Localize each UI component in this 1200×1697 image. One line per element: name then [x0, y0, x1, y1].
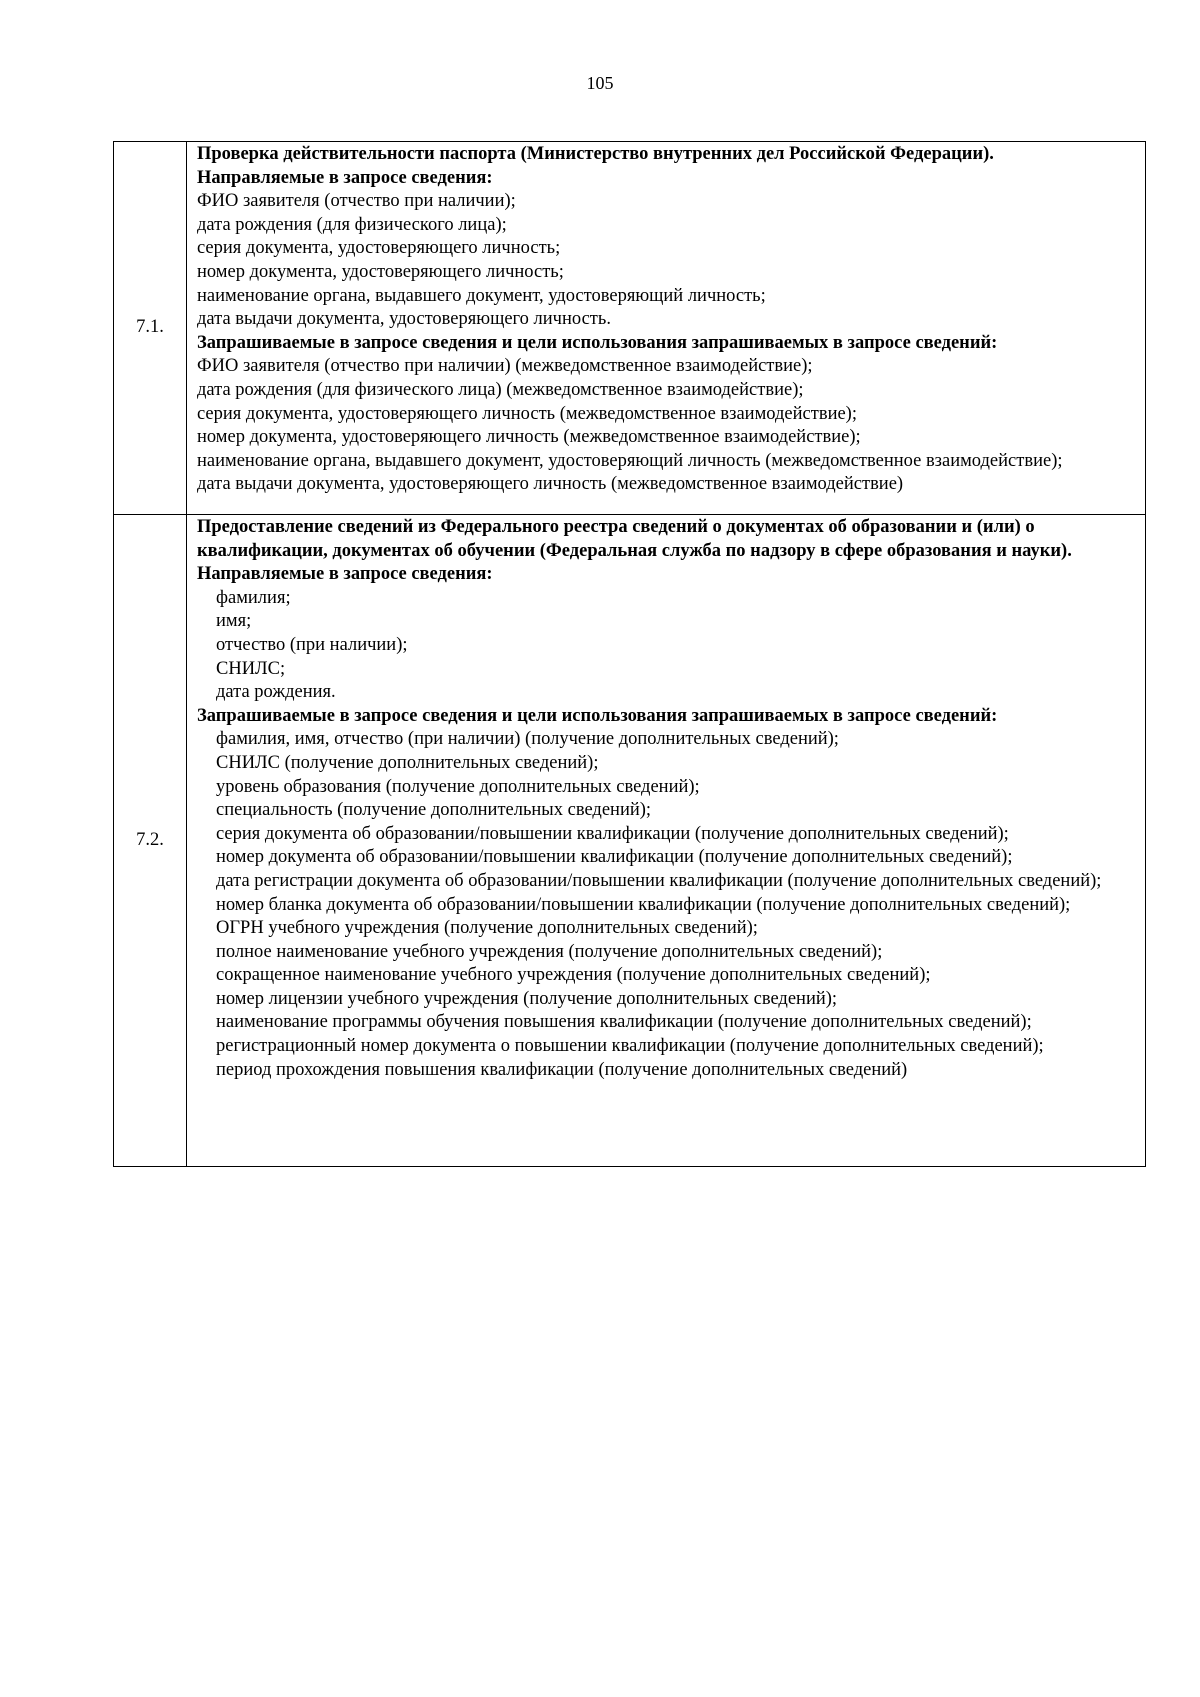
list-item: наименование программы обучения повышения квалификации (получение дополнительных сведений);: [216, 1012, 1032, 1033]
list-item: номер документа об образовании/повышении квалификации (получение дополнительных сведений);: [216, 847, 1013, 868]
section-title: Предоставление сведений из Федерального реестра сведений о документах об образовании и (или) о квалификации, документах об обучении (Федеральная служба по надзору в сфере образования и науки).: [197, 517, 1072, 561]
list-item: дата рождения (для физического лица);: [197, 214, 507, 235]
list-item: номер бланка документа об образовании/повышении квалификации (получение дополнительных сведений);: [216, 894, 1071, 915]
list-item: наименование органа, выдавшего документ, удостоверяющий личность;: [197, 285, 766, 306]
list-item: СНИЛС (получение дополнительных сведений);: [216, 752, 599, 773]
subheading-requested-data: Запрашиваемые в запросе сведения и цели использования запрашиваемых в запросе сведений:: [197, 332, 998, 353]
list-item: серия документа, удостоверяющего личность (межведомственное взаимодействие);: [197, 403, 857, 424]
list-item: регистрационный номер документа о повышении квалификации (получение дополнительных сведений);: [216, 1036, 1044, 1057]
list-item: ФИО заявителя (отчество при наличии);: [197, 191, 516, 212]
list-item: дата регистрации документа об образовании/повышении квалификации (получение дополнительных сведений);: [216, 870, 1102, 891]
row-content: [187, 142, 1146, 515]
list-item: серия документа об образовании/повышении квалификации (получение дополнительных сведений);: [216, 823, 1009, 844]
list-item: номер лицензии учебного учреждения (получение дополнительных сведений);: [216, 988, 838, 1009]
list-item: фамилия;: [216, 587, 291, 608]
list-item: СНИЛС;: [216, 658, 286, 679]
list-item: дата выдачи документа, удостоверяющего личность.: [197, 309, 611, 330]
list-item: серия документа, удостоверяющего личность;: [197, 238, 561, 259]
section-title: Проверка действительности паспорта (Министерство внутренних дел Российской Федерации).: [197, 144, 994, 164]
list-item: номер документа, удостоверяющего личность (межведомственное взаимодействие);: [197, 427, 861, 448]
list-item: дата рождения (для физического лица) (межведомственное взаимодействие);: [197, 379, 804, 400]
list-item: специальность (получение дополнительных сведений);: [216, 800, 652, 821]
list-item: наименование органа, выдавшего документ, удостоверяющий личность (межведомственное взаимодействие);: [197, 450, 1063, 471]
page-number: 105: [586, 73, 614, 93]
list-item: имя;: [216, 611, 252, 632]
table-row-7-1: [114, 142, 1146, 515]
list-item: полное наименование учебного учреждения (получение дополнительных сведений);: [216, 941, 883, 962]
list-item: период прохождения повышения квалификации (получение дополнительных сведений): [216, 1059, 908, 1080]
subheading-sent-data: Направляемые в запросе сведения:: [197, 167, 493, 188]
row-number: 7.1.: [114, 142, 187, 515]
list-item: ОГРН учебного учреждения (получение дополнительных сведений);: [216, 918, 758, 939]
list-item: дата рождения.: [216, 682, 336, 703]
list-item: фамилия, имя, отчество (при наличии) (получение дополнительных сведений);: [216, 729, 839, 750]
data-table: [113, 141, 1146, 1167]
list-item: дата выдачи документа, удостоверяющего личность (межведомственное взаимодействие): [197, 474, 904, 495]
row-number: 7.2.: [114, 515, 187, 1167]
list-item: сокращенное наименование учебного учреждения (получение дополнительных сведений);: [216, 965, 931, 986]
list-item: уровень образования (получение дополнительных сведений);: [216, 776, 700, 797]
list-item: ФИО заявителя (отчество при наличии) (межведомственное взаимодействие);: [197, 356, 813, 377]
list-item: номер документа, удостоверяющего личность;: [197, 261, 564, 282]
subheading-requested-data: Запрашиваемые в запросе сведения и цели использования запрашиваемых в запросе сведений:: [197, 705, 998, 726]
subheading-sent-data: Направляемые в запросе сведения:: [197, 564, 493, 585]
row-content: [187, 515, 1146, 1167]
table-row-7-2: [114, 515, 1146, 1167]
list-item: отчество (при наличии);: [216, 634, 408, 655]
